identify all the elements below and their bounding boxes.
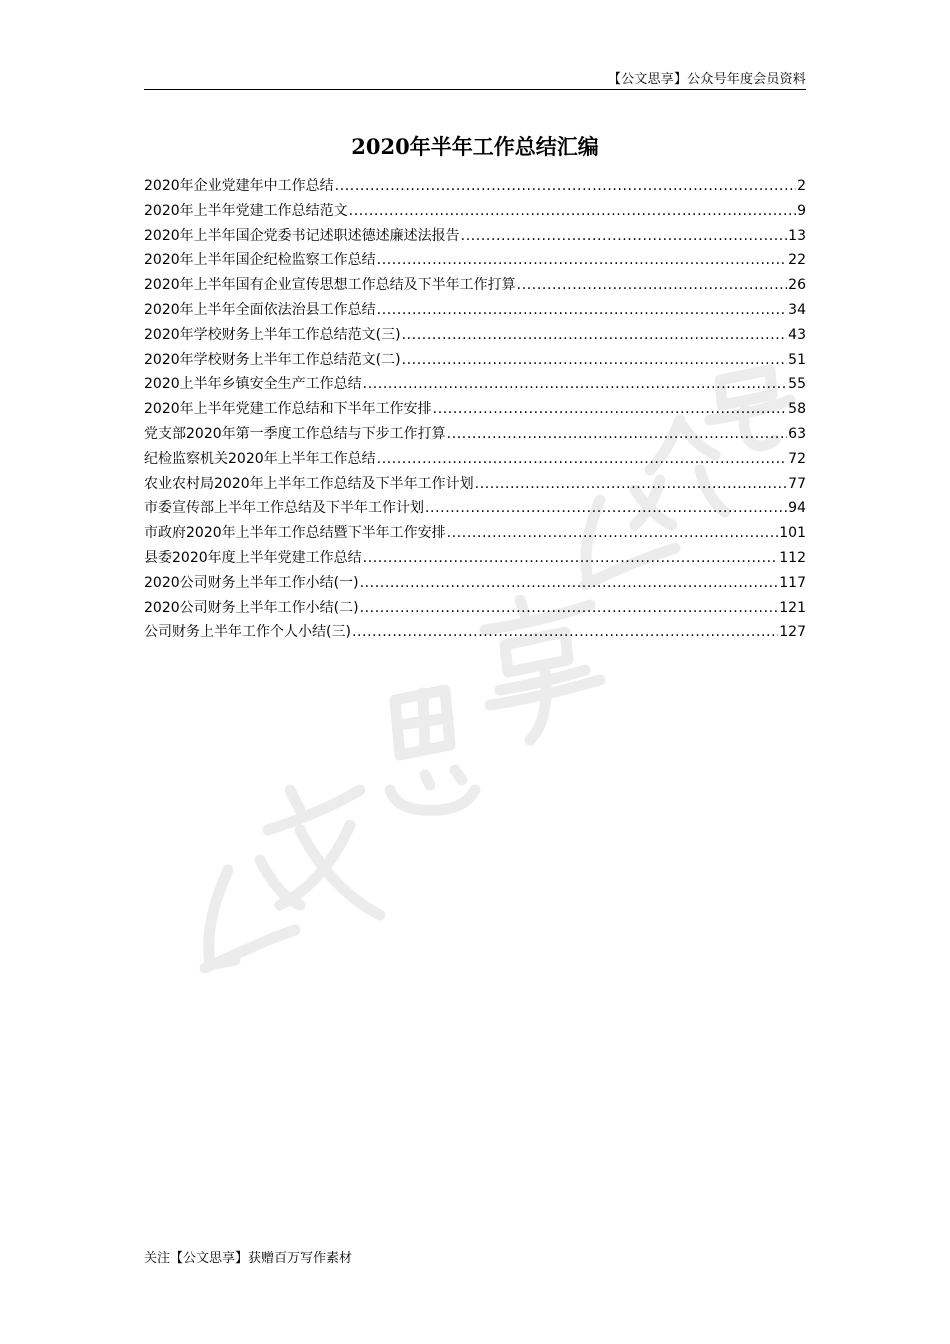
toc-entry-page-number: 72 <box>788 450 806 467</box>
toc-entry[interactable] <box>144 447 806 472</box>
toc-dot-leader <box>363 546 779 571</box>
toc-entry-title: 2020年上半年国企党委书记述职述德述廉述法报告 <box>144 227 460 244</box>
toc-entry-page-number: 94 <box>788 500 806 517</box>
toc-entry-title: 2020年上半年全面依法治县工作总结 <box>144 301 376 318</box>
toc-entry-page-number: 77 <box>788 475 806 492</box>
toc-entry-page-number: 112 <box>779 549 806 566</box>
toc-entry-title: 2020年上半年国有企业宣传思想工作总结及下半年工作打算 <box>144 277 516 294</box>
toc-dot-leader <box>377 248 788 273</box>
toc-dot-leader <box>447 521 779 546</box>
toc-dot-leader <box>352 620 778 645</box>
toc-entry[interactable] <box>144 472 806 497</box>
toc-entry[interactable] <box>144 521 806 546</box>
toc-dot-leader <box>360 596 779 621</box>
toc-dot-leader <box>517 273 788 298</box>
header-text: 【公文思享】公众号年度会员资料 <box>607 72 806 87</box>
toc-entry-page-number: 58 <box>788 401 806 418</box>
toc-entry-page-number: 121 <box>779 599 806 616</box>
toc-entry-title: 纪检监察机关2020年上半年工作总结 <box>144 450 376 467</box>
toc-entry[interactable] <box>144 496 806 521</box>
toc-entry-page-number: 22 <box>788 252 806 269</box>
toc-entry-title: 2020年学校财务上半年工作总结范文(二) <box>144 351 401 368</box>
table-of-contents <box>144 174 806 645</box>
toc-dot-leader <box>447 422 788 447</box>
toc-entry[interactable] <box>144 397 806 422</box>
toc-entry[interactable] <box>144 224 806 249</box>
toc-entry-page-number: 43 <box>788 326 806 343</box>
toc-entry[interactable] <box>144 596 806 621</box>
toc-entry-title: 2020公司财务上半年工作小结(一) <box>144 574 359 591</box>
toc-entry-page-number: 13 <box>788 227 806 244</box>
toc-entry-title: 2020年上半年党建工作总结范文 <box>144 202 348 219</box>
toc-entry[interactable] <box>144 323 806 348</box>
toc-dot-leader <box>363 372 788 397</box>
toc-entry-title: 2020年上半年国企纪检监察工作总结 <box>144 252 376 269</box>
toc-entry-title: 市委宣传部上半年工作总结及下半年工作计划 <box>144 500 424 517</box>
toc-dot-leader <box>360 571 779 596</box>
toc-entry-page-number: 26 <box>788 277 806 294</box>
toc-entry[interactable] <box>144 422 806 447</box>
footer-text: 关注【公文思享】获赠百万写作素材 <box>144 1251 353 1266</box>
toc-dot-leader <box>461 224 788 249</box>
toc-entry-page-number: 55 <box>788 376 806 393</box>
toc-entry-page-number: 34 <box>788 301 806 318</box>
toc-entry[interactable] <box>144 571 806 596</box>
header-rule <box>144 89 806 90</box>
toc-entry-title: 市政府2020年上半年工作总结暨下半年工作安排 <box>144 525 446 542</box>
toc-entry[interactable] <box>144 348 806 373</box>
toc-entry-title: 2020公司财务上半年工作小结(二) <box>144 599 359 616</box>
toc-dot-leader <box>377 447 788 472</box>
toc-entry-page-number: 127 <box>779 624 806 641</box>
toc-entry-page-number: 2 <box>797 178 806 194</box>
toc-entry-page-number: 101 <box>779 525 806 542</box>
toc-dot-leader <box>377 298 788 323</box>
document-title: 2020年半年工作总结汇编 <box>351 134 599 159</box>
toc-entry-title: 党支部2020年第一季度工作总结与下步工作打算 <box>144 425 446 442</box>
toc-dot-leader <box>425 496 787 521</box>
toc-entry[interactable] <box>144 174 806 199</box>
toc-entry-page-number: 51 <box>788 351 806 368</box>
toc-entry[interactable] <box>144 620 806 645</box>
toc-entry-page-number: 9 <box>797 202 806 219</box>
toc-entry[interactable] <box>144 248 806 273</box>
toc-entry[interactable] <box>144 372 806 397</box>
toc-entry[interactable] <box>144 546 806 571</box>
toc-dot-leader <box>402 323 788 348</box>
toc-entry[interactable] <box>144 273 806 298</box>
toc-entry-title: 2020年学校财务上半年工作总结范文(三) <box>144 326 401 343</box>
toc-dot-leader <box>335 174 796 199</box>
toc-entry-title: 2020年企业党建年中工作总结 <box>144 178 334 194</box>
toc-entry-title: 2020上半年乡镇安全生产工作总结 <box>144 376 362 393</box>
toc-entry-title: 2020年上半年党建工作总结和下半年工作安排 <box>144 401 432 418</box>
toc-dot-leader <box>349 199 796 224</box>
toc-entry-title: 农业农村局2020年上半年工作总结及下半年工作计划 <box>144 475 474 492</box>
toc-dot-leader <box>475 472 788 497</box>
toc-entry-page-number: 117 <box>779 574 806 591</box>
toc-dot-leader <box>433 397 788 422</box>
toc-entry[interactable] <box>144 199 806 224</box>
toc-entry-title: 公司财务上半年工作个人小结(三) <box>144 624 351 641</box>
toc-dot-leader <box>402 348 788 373</box>
toc-entry-title: 县委2020年度上半年党建工作总结 <box>144 549 362 566</box>
toc-entry-page-number: 63 <box>788 425 806 442</box>
toc-entry[interactable] <box>144 298 806 323</box>
